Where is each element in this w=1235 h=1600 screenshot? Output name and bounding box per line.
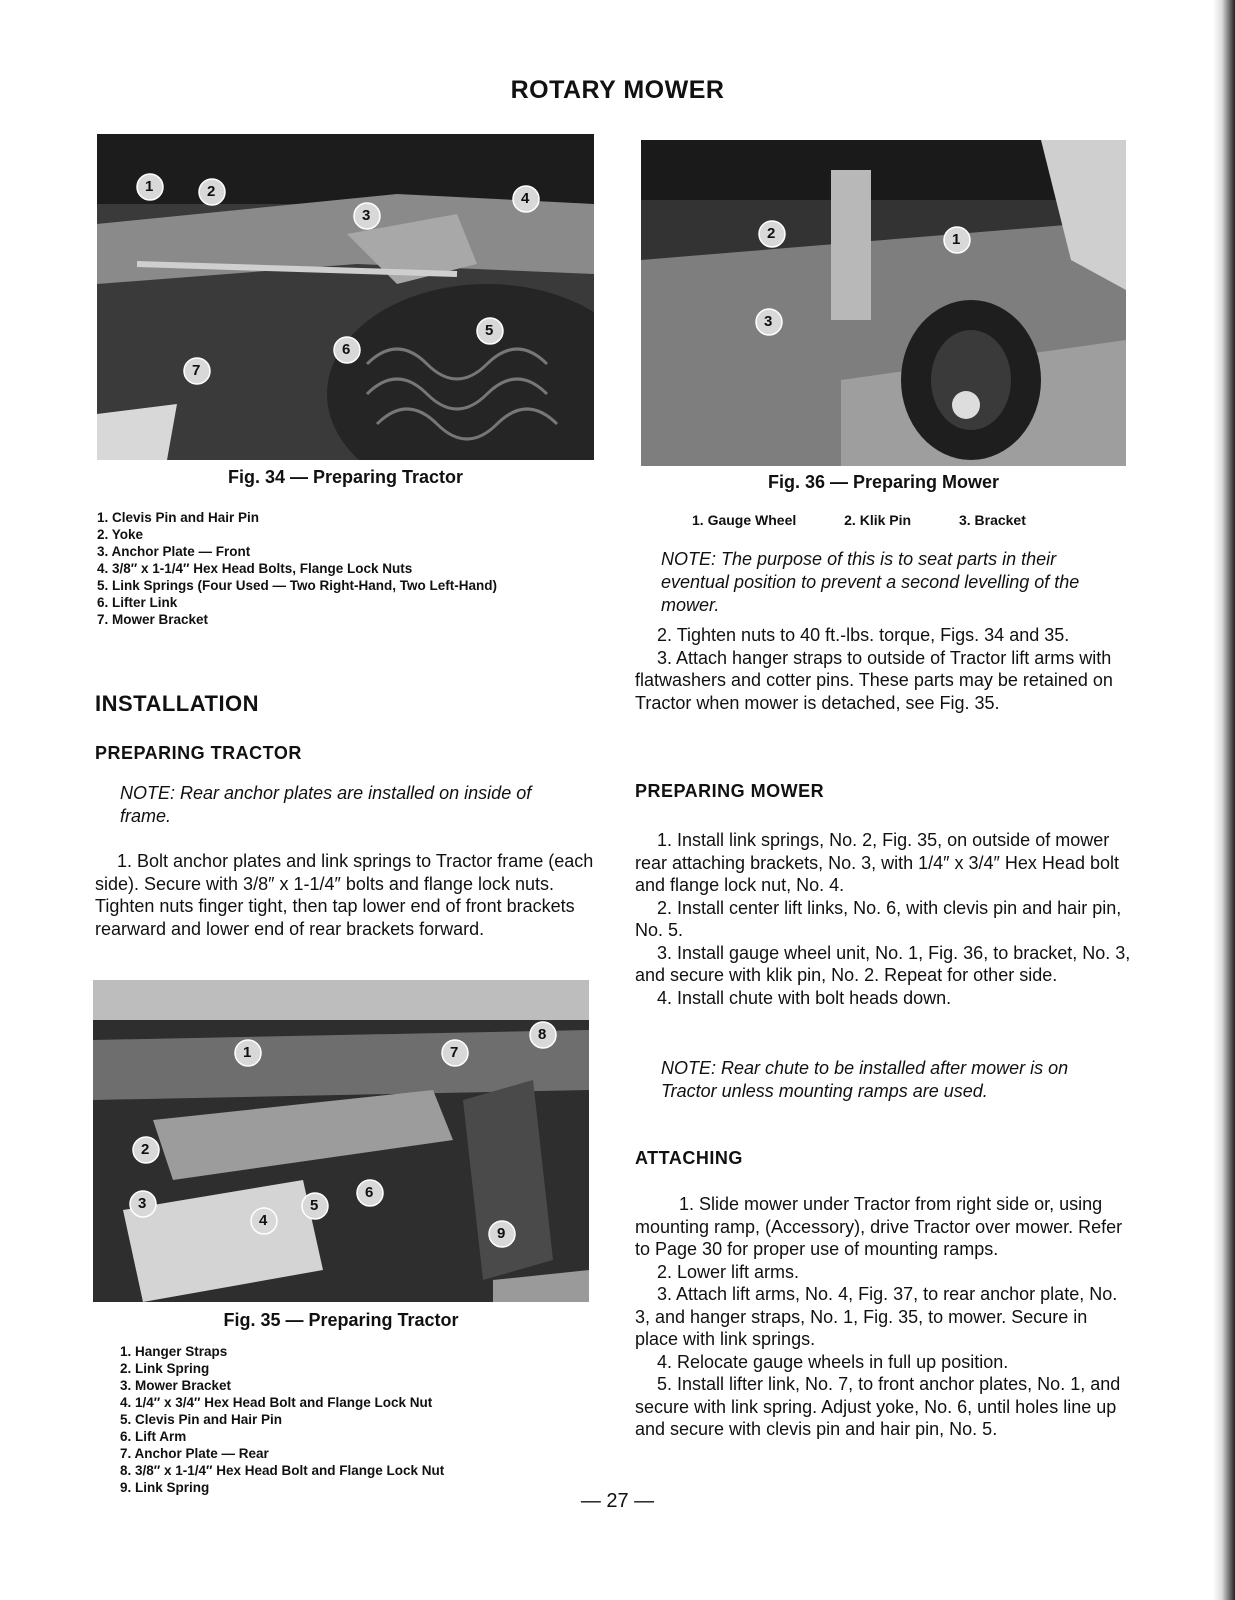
fig35-callout-3: 3 <box>138 1195 147 1212</box>
legend-item: 2. Klik Pin <box>844 512 912 528</box>
fig36-legend <box>692 512 1026 528</box>
legend-item: 5. Clevis Pin and Hair Pin <box>120 1412 283 1427</box>
legend-item: 1. Clevis Pin and Hair Pin <box>97 510 260 525</box>
legend-item: 3. Mower Bracket <box>120 1378 232 1393</box>
legend-item: 1. Gauge Wheel <box>692 512 797 528</box>
fig35-callout-2: 2 <box>141 1141 150 1158</box>
legend-item: 2. Link Spring <box>120 1361 210 1376</box>
heading-attaching: ATTACHING <box>635 1148 743 1168</box>
fig36-caption: Fig. 36 — Preparing Mower <box>767 472 1000 492</box>
legend-item: 7. Anchor Plate — Rear <box>120 1446 269 1461</box>
legend-item: 4. 1/4″ x 3/4″ Hex Head Bolt and Flange Lock Nut <box>120 1395 433 1410</box>
page-edge-shadow <box>1213 0 1235 1600</box>
heading-preparing-tractor: PREPARING TRACTOR <box>95 743 302 763</box>
fig35-callout-6: 6 <box>365 1184 374 1201</box>
heading-preparing-mower: PREPARING MOWER <box>635 781 825 801</box>
fig35-legend <box>120 1343 600 1496</box>
tractor-step-1 <box>95 850 595 940</box>
fig36-photo <box>641 140 1126 466</box>
fig36-callout-3: 3 <box>764 313 773 330</box>
fig34-callout-6: 6 <box>342 341 351 358</box>
legend-item: 9. Link Spring <box>120 1480 210 1495</box>
mower-step-4: 4. Install chute with bolt heads down. <box>657 987 952 1008</box>
fig35-callout-9: 9 <box>497 1225 506 1242</box>
fig35-callout-1: 1 <box>243 1044 252 1061</box>
attaching-step-5: 5. Install lifter link, No. 7, to front anchor plates, No. 1, and secure with link spring. Adjust yoke, No. 6, until holes line up and secure with clevis pin and hair pin, No. 5. <box>635 1374 1121 1439</box>
heading-installation: INSTALLATION <box>95 691 260 716</box>
note-purpose: NOTE: The purpose of this is to seat parts in their eventual position to prevent a second levelling of the mower. <box>661 549 1080 615</box>
legend-item: 8. 3/8″ x 1-1/4″ Hex Head Bolt and Flange Lock Nut <box>120 1463 445 1478</box>
page-title: ROTARY MOWER <box>510 76 725 104</box>
attaching-steps <box>635 1193 1135 1441</box>
fig34-legend <box>97 509 617 628</box>
fig34-callout-5: 5 <box>485 322 494 339</box>
tractor-step-2: 2. Tighten nuts to 40 ft.-lbs. torque, Figs. 34 and 35. <box>657 625 1070 645</box>
note-rear-anchor: NOTE: Rear anchor plates are installed on inside of frame. <box>120 783 532 826</box>
legend-item: 5. Link Springs (Four Used — Two Right-Hand, Two Left-Hand) <box>97 578 497 593</box>
attaching-step-3: 3. Attach lift arms, No. 4, Fig. 37, to rear anchor plate, No. 3, and hanger straps, No. 1, Fig. 35, to mower. Secure in place with link springs. <box>635 1284 1118 1349</box>
mower-step-2: 2. Install center lift links, No. 6, with clevis pin and hair pin, No. 5. <box>635 897 1122 940</box>
mower-step-1: 1. Install link springs, No. 2, Fig. 35, on outside of mower rear attaching brackets, No. 3, with 1/4″ x 3/4″ Hex Head bolt and flange lock nut, No. 4. <box>635 830 1119 895</box>
note-chute: NOTE: Rear chute to be installed after mower is on Tractor unless mounting ramps are used. <box>661 1058 1069 1101</box>
tractor-step-3: 3. Attach hanger straps to outside of Tractor lift arms with flatwashers and cotter pins. These parts may be retained on Tractor when mower is detached, see Fig. 35. <box>635 647 1113 713</box>
fig35-photo <box>93 980 589 1302</box>
attaching-step-2: 2. Lower lift arms. <box>657 1261 800 1282</box>
tractor-steps-continued <box>635 624 1135 714</box>
mower-steps <box>635 829 1135 1009</box>
fig34-caption: Fig. 34 — Preparing Tractor <box>227 467 464 487</box>
legend-item: 4. 3/8″ x 1-1/4″ Hex Head Bolts, Flange Lock Nuts <box>97 561 413 576</box>
fig34-callout-1: 1 <box>145 178 154 195</box>
legend-item: 1. Hanger Straps <box>120 1344 228 1359</box>
fig35-callout-5: 5 <box>310 1197 319 1214</box>
page-number: — 27 — <box>580 1490 655 1512</box>
fig35-caption: Fig. 35 — Preparing Tractor <box>223 1310 459 1330</box>
legend-item: 3. Bracket <box>958 512 1026 528</box>
legend-item: 6. Lift Arm <box>120 1429 187 1444</box>
tractor-step-1-text: 1. Bolt anchor plates and link springs to Tractor frame (each side). Secure with 3/8″ x 1-1/4″ bolts and flange lock nuts. Tighten nuts finger tight, then tap lower end of front brackets rearward and lower end of rear brackets forward. <box>95 851 594 939</box>
fig35-callout-8: 8 <box>538 1026 547 1043</box>
fig34-callout-4: 4 <box>521 190 530 207</box>
fig36-callout-2: 2 <box>767 225 776 242</box>
fig36-callout-1: 1 <box>952 231 961 248</box>
attaching-step-1: 1. Slide mower under Tractor from right side or, using mounting ramp, (Accessory), drive Tractor over mower. Refer to Page 30 for proper use of mounting ramps. <box>635 1194 1123 1259</box>
legend-item: 6. Lifter Link <box>97 595 178 610</box>
fig34-callout-2: 2 <box>207 183 216 200</box>
mower-step-3: 3. Install gauge wheel unit, No. 1, Fig. 36, to bracket, No. 3, and secure with klik pin, No. 2. Repeat for other side. <box>635 942 1131 985</box>
fig35-callout-7: 7 <box>450 1044 459 1061</box>
legend-item: 7. Mower Bracket <box>97 612 209 627</box>
fig35-callout-4: 4 <box>259 1212 268 1229</box>
attaching-step-4: 4. Relocate gauge wheels in full up position. <box>657 1351 1009 1372</box>
fig34-callout-3: 3 <box>362 207 371 224</box>
legend-item: 2. Yoke <box>97 527 144 542</box>
legend-item: 3. Anchor Plate — Front <box>97 544 251 559</box>
fig34-callout-7: 7 <box>192 362 201 379</box>
fig34-photo <box>97 134 594 460</box>
